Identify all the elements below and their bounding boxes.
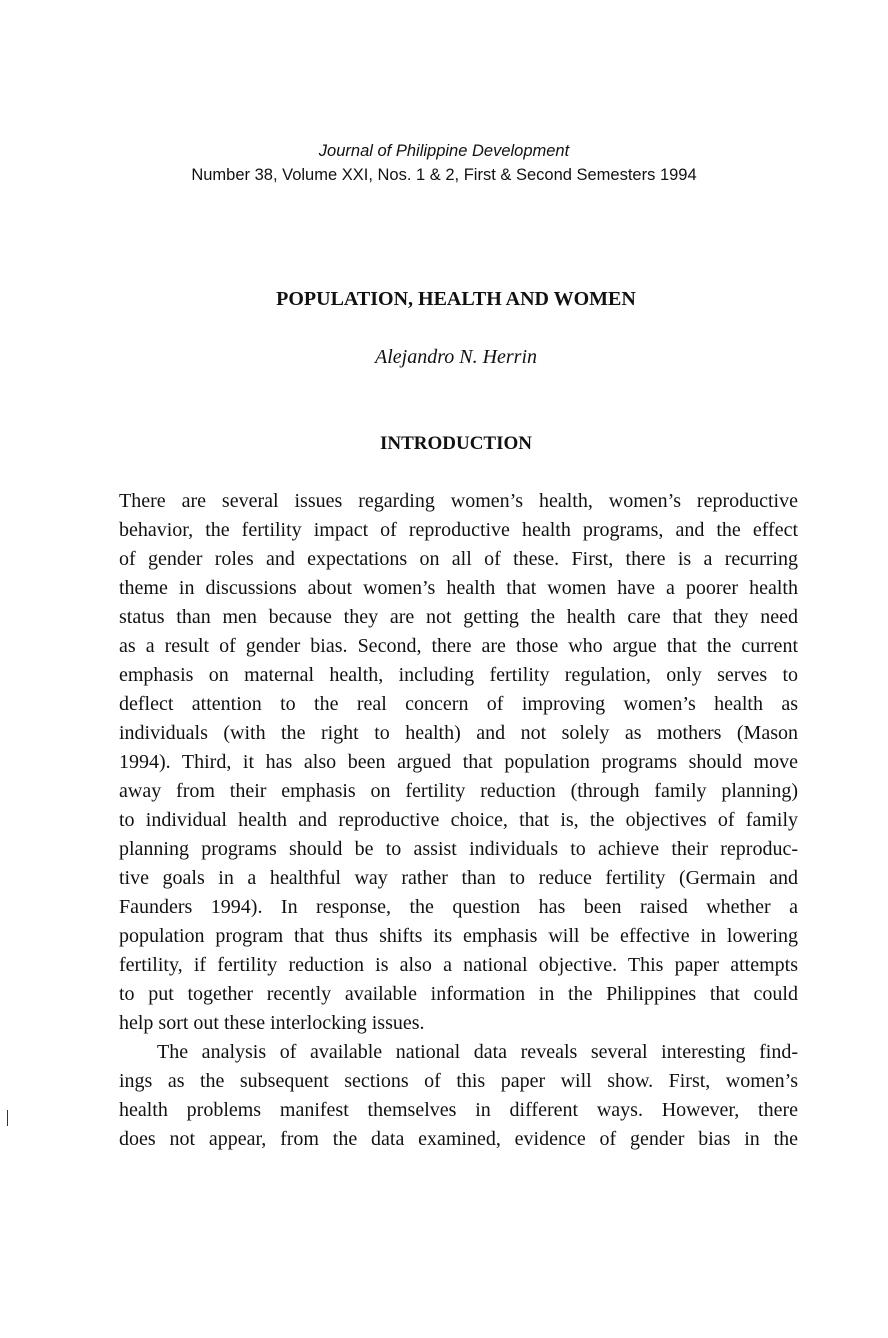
text-line: to individual health and reproductive choice, that is, the objectives of family xyxy=(119,809,798,831)
journal-name: Journal of Philippine Development xyxy=(318,142,570,160)
text-line: There are several issues regarding women’s health, women’s reproductive xyxy=(119,490,798,512)
scan-margin-mark xyxy=(7,1110,8,1126)
text-line: fertility, if fertility reduction is also a national objective. This paper attempts xyxy=(119,954,798,976)
text-line: health problems manifest themselves in different ways. However, there xyxy=(119,1099,798,1121)
text-line: deflect attention to the real concern of improving women’s health as xyxy=(119,693,798,715)
issue-line: Number 38, Volume XXI, Nos. 1 & 2, First & Second Semesters 1994 xyxy=(191,166,697,184)
text-line: behavior, the fertility impact of reproductive health programs, and the effect xyxy=(119,519,798,541)
text-line: planning programs should be to assist individuals to achieve their reproduc- xyxy=(119,838,798,860)
text-line: emphasis on maternal health, including fertility regulation, only serves to xyxy=(119,664,798,686)
article-author: Alejandro N. Herrin xyxy=(374,346,538,368)
text-line: Faunders 1994). In response, the question has been raised whether a xyxy=(119,896,798,918)
article-title: POPULATION, HEALTH AND WOMEN xyxy=(276,288,636,310)
text-line: to put together recently available information in the Philippines that could xyxy=(119,983,798,1005)
text-line: individuals (with the right to health) and not solely as mothers (Mason xyxy=(119,722,798,744)
text-line: does not appear, from the data examined, evidence of gender bias in the xyxy=(119,1128,798,1150)
text-line: away from their emphasis on fertility reduction (through family planning) xyxy=(119,780,798,802)
text-line: theme in discussions about women’s health that women have a poorer health xyxy=(119,577,798,599)
text-line: The analysis of available national data reveals several interesting find- xyxy=(157,1041,798,1063)
paragraph-2 xyxy=(119,1038,798,1154)
text-line: 1994). Third, it has also been argued that population programs should move xyxy=(119,751,798,773)
body-text xyxy=(119,487,798,1154)
text-line: status than men because they are not getting the health care that they need xyxy=(119,606,798,628)
paragraph-1 xyxy=(119,487,798,1038)
text-line: tive goals in a healthful way rather than to reduce fertility (Germain and xyxy=(119,867,798,889)
text-line: ings as the subsequent sections of this paper will show. First, women’s xyxy=(119,1070,798,1092)
section-heading: INTRODUCTION xyxy=(379,433,533,454)
text-line: population program that thus shifts its emphasis will be effective in lowering xyxy=(119,925,798,947)
text-line: of gender roles and expectations on all of these. First, there is a recurring xyxy=(119,548,798,570)
text-line: as a result of gender bias. Second, there are those who argue that the current xyxy=(119,635,798,657)
text-line: help sort out these interlocking issues. xyxy=(119,1012,425,1034)
journal-header xyxy=(0,139,888,187)
